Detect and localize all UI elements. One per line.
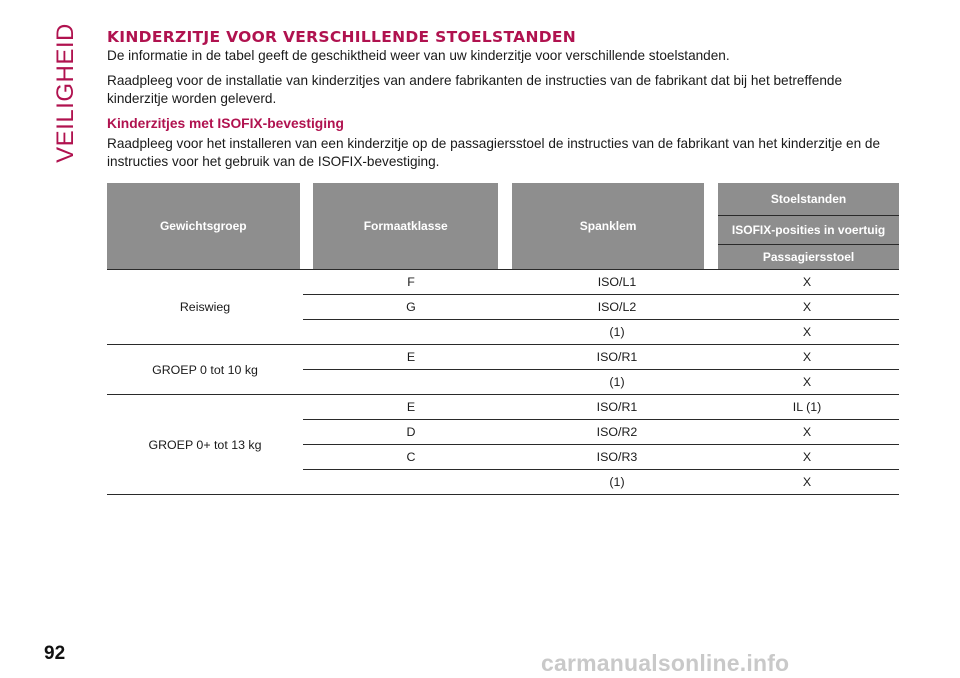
passenger-seat-cell: X (802, 375, 812, 389)
table-row (303, 369, 899, 394)
subsection-title: Kinderzitjes met ISOFIX-bevestiging (107, 116, 344, 131)
group-rows (303, 395, 899, 494)
passenger-seat-cell: X (802, 325, 812, 339)
clamp-cell: ISO/L2 (597, 300, 637, 314)
group-rows (303, 270, 899, 344)
table-group (107, 344, 899, 394)
table-row (303, 319, 899, 344)
table-row (303, 270, 899, 294)
header-passenger-seat: Passagiersstoel (718, 244, 899, 269)
size-class-cell: F (407, 275, 415, 289)
intro-paragraph: De informatie in de tabel geeft de geschiktheid weer van uw kinderzitje voor verschillende stoelstanden. (107, 48, 730, 63)
section-side-label (52, 23, 80, 163)
size-class-cell: D (406, 425, 416, 439)
manufacturer-paragraph: Raadpleeg voor de installatie van kinderzitjes van andere fabrikanten de instructies van de fabrikant dat bij het betreffende kinderzitje worden geleverd. (107, 73, 843, 106)
clamp-cell: (1) (609, 475, 625, 489)
table-group (107, 269, 899, 344)
weight-group-label: Reiswieg (179, 300, 231, 314)
clamp-cell: (1) (609, 325, 625, 339)
size-class-cell: G (406, 300, 416, 314)
header-seat-positions: Stoelstanden (718, 183, 899, 215)
main-content (107, 28, 900, 178)
weight-group-label: GROEP 0 tot 10 kg (152, 362, 258, 377)
header-isofix-positions: ISOFIX-posities in voertuig (718, 215, 899, 244)
header-size-class: Formaatklasse (313, 183, 498, 269)
passenger-seat-cell: X (802, 300, 812, 314)
header-clamp: Spanklem (512, 183, 705, 269)
child-seat-table (107, 183, 899, 495)
header-weight-group: Gewichtsgroep (107, 183, 300, 269)
header-gap (300, 183, 314, 269)
isofix-paragraph: Raadpleeg voor het installeren van een kinderzitje op de passagiersstoel de instructies van de fabrikant van het kinderzitje en de instructies voor het gebruik van de ISOFIX-bevestiging. (107, 136, 881, 169)
passenger-seat-cell: X (802, 475, 812, 489)
table-body (107, 269, 899, 495)
table-header (107, 183, 899, 269)
table-row (303, 395, 899, 419)
table-row (303, 294, 899, 319)
passenger-seat-cell: X (802, 275, 812, 289)
passenger-seat-cell: X (802, 350, 812, 364)
header-seat-stack (718, 183, 899, 269)
clamp-cell: ISO/R2 (596, 425, 638, 439)
passenger-seat-cell: X (802, 450, 812, 464)
table-row (303, 419, 899, 444)
table-row (303, 469, 899, 494)
clamp-cell: ISO/R1 (596, 400, 638, 414)
weight-group-label: GROEP 0+ tot 13 kg (148, 437, 262, 452)
passenger-seat-cell: IL (1) (792, 400, 822, 414)
header-gap (704, 183, 718, 269)
clamp-cell: ISO/R1 (596, 350, 638, 364)
clamp-cell: (1) (609, 375, 625, 389)
size-class-cell: C (406, 450, 416, 464)
clamp-cell: ISO/L1 (597, 275, 637, 289)
section-side-label-text: VEILIGHEID (52, 23, 79, 163)
table-row (303, 444, 899, 469)
group-rows (303, 345, 899, 394)
table-group (107, 394, 899, 495)
header-gap (498, 183, 512, 269)
section-title: KINDERZITJE VOOR VERSCHILLENDE STOELSTANDEN (107, 28, 577, 46)
watermark: carmanualsonline.info (541, 650, 790, 676)
size-class-cell: E (406, 400, 416, 414)
clamp-cell: ISO/R3 (596, 450, 638, 464)
size-class-cell: E (406, 350, 416, 364)
passenger-seat-cell: X (802, 425, 812, 439)
table-row (303, 345, 899, 369)
page-number: 92 (44, 643, 66, 664)
